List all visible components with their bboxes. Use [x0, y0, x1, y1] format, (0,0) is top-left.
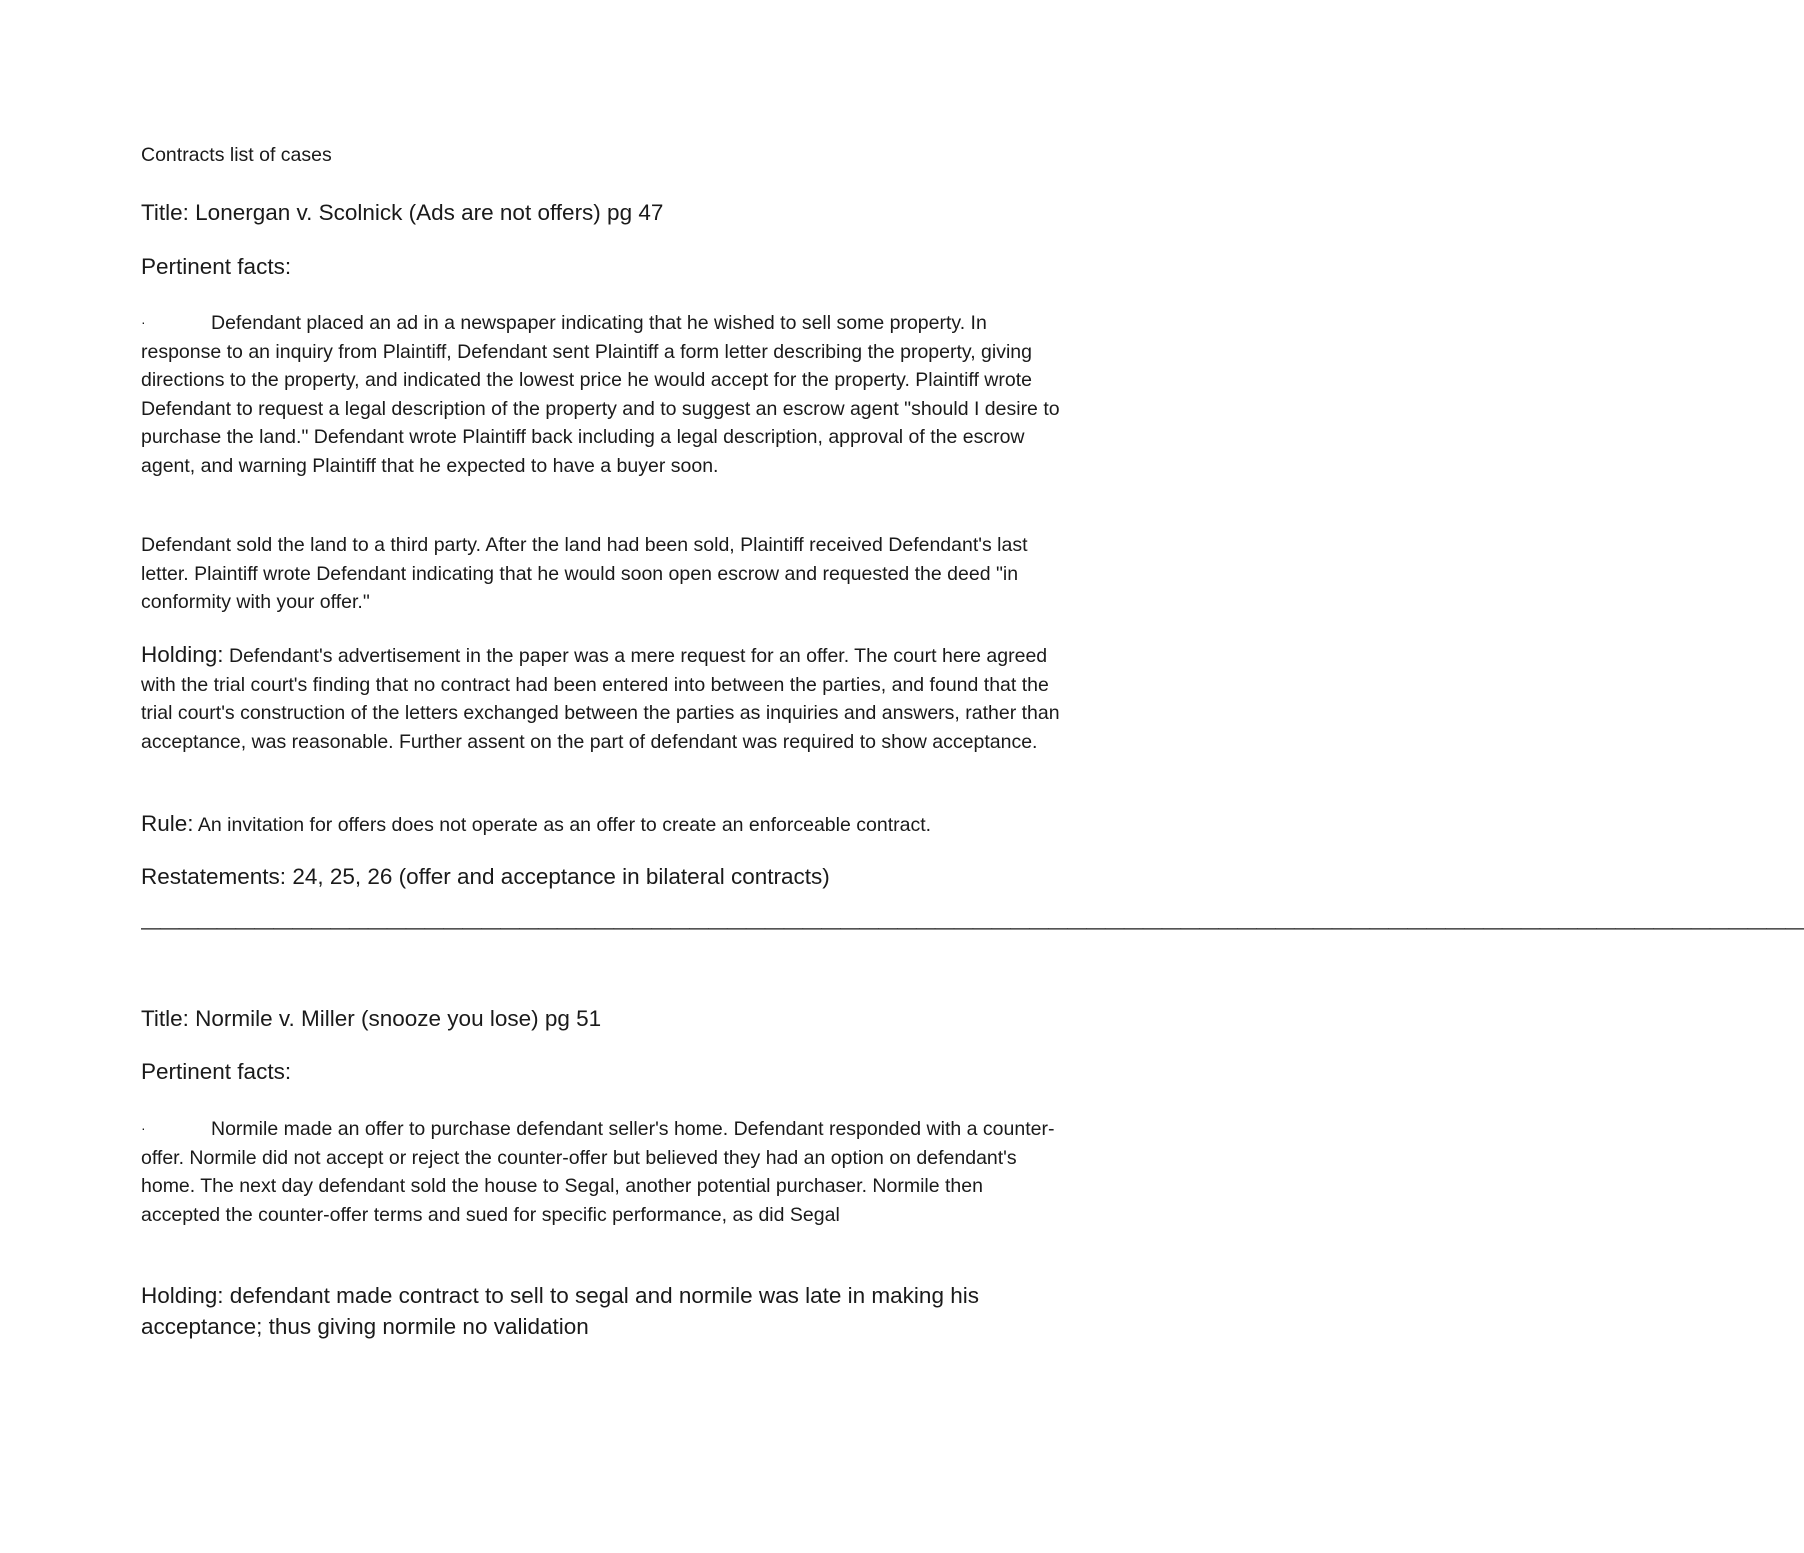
- case1-facts-heading: Pertinent facts:: [141, 254, 292, 279]
- case1-rule: [141, 810, 1063, 840]
- bullet-icon: ·: [141, 314, 146, 330]
- case1-facts-paragraph-1-text: Defendant placed an ad in a newspaper indicating that he wished to sell some property. In response to an inquiry from Plaintiff, Defendant sent Plaintiff a form letter describing the property, giving directions to the property, and indicated the lowest price he would accept for the property. Plaintiff wrote Defendant to request a legal description of the property and to suggest an escrow agent "should I desire to purchase the land." Defendant wrote Plaintiff back including a legal description, approval of the escrow agent, and warning Plaintiff that he expected to have a buyer soon.: [141, 312, 1060, 477]
- document-title: Contracts list of cases: [141, 144, 332, 166]
- case1-rule-label: Rule:: [141, 811, 194, 836]
- case2-facts-paragraph-1-text: Normile made an offer to purchase defendant seller's home. Defendant responded with a counter-offer. Normile did not accept or reject the counter-offer but believed they had an option on defendant's home. The next day defendant sold the house to Segal, another potential purchaser. Normile then accepted the counter-offer terms and sued for specific performance, as did Segal: [141, 1118, 1055, 1226]
- case1-holding-label: Holding:: [141, 642, 224, 667]
- case2-facts-heading: Pertinent facts:: [141, 1059, 292, 1084]
- case1-title: Title: Lonergan v. Scolnick (Ads are not offers) pg 47: [141, 200, 664, 225]
- case2-facts-paragraph-1: [141, 1114, 1063, 1229]
- case1-holding-text: Defendant's advertisement in the paper was a mere request for an offer. The court here agreed with the trial court's finding that no contract had been entered into between the parties, and found that the trial court's construction of the letters exchanged between the parties as inquiries and answers, rather than acceptance, was reasonable. Further assent on the part of defendant was required to show acceptance.: [141, 645, 1060, 753]
- case1-restatements: Restatements: 24, 25, 26 (offer and acceptance in bilateral contracts): [141, 864, 830, 889]
- case1-facts-paragraph-1: [141, 308, 1063, 481]
- case2-title: Title: Normile v. Miller (snooze you lose) pg 51: [141, 1006, 602, 1031]
- case1-rule-text: An invitation for offers does not operate as an offer to create an enforceable contract.: [197, 814, 932, 836]
- bullet-icon: ·: [141, 1120, 146, 1136]
- section-divider: ————————————————————————————————————————————————————————————————————————————————————————: [141, 917, 1804, 939]
- case1-facts-paragraph-2: Defendant sold the land to a third party. After the land had been sold, Plaintiff received Defendant's last letter. Plaintiff wrote Defendant indicating that he would soon open escrow and requested the deed "in conformity with your offer.": [141, 534, 1028, 614]
- case1-holding: [141, 641, 1063, 756]
- case2-holding: Holding: defendant made contract to sell to segal and normile was late in making his acceptance; thus giving normile no validation: [141, 1283, 979, 1339]
